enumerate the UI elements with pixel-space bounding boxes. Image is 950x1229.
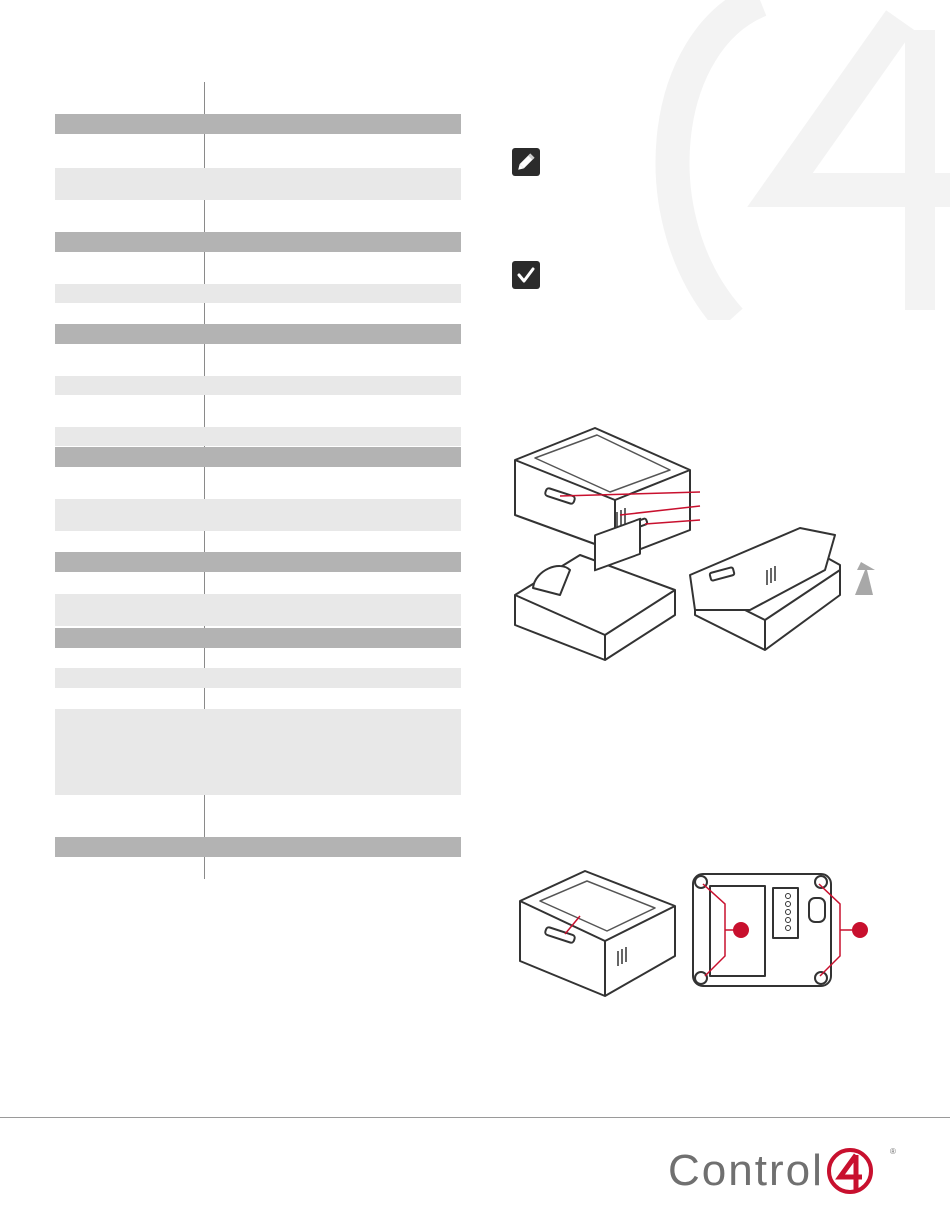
cover-removal-illustration bbox=[505, 420, 885, 670]
marker-b bbox=[852, 922, 868, 938]
brand-logo bbox=[668, 1143, 896, 1199]
table-row bbox=[55, 427, 461, 446]
table-row bbox=[55, 594, 461, 626]
table-section-header bbox=[55, 232, 461, 252]
footer-divider bbox=[0, 1117, 950, 1118]
registered-mark: ® bbox=[890, 1147, 896, 1156]
pencil-note-icon bbox=[512, 148, 540, 176]
table-section-header bbox=[55, 324, 461, 344]
table-section-header bbox=[55, 837, 461, 857]
table-row bbox=[55, 284, 461, 303]
table-row bbox=[55, 499, 461, 531]
table-section-header bbox=[55, 552, 461, 572]
spec-table bbox=[0, 0, 470, 890]
table-row bbox=[55, 376, 461, 395]
marker-a bbox=[733, 922, 749, 938]
table-section-header bbox=[55, 114, 461, 134]
table-section-header bbox=[55, 447, 461, 467]
table-section-header bbox=[55, 628, 461, 648]
checkmark-tip-icon bbox=[512, 261, 540, 289]
table-row bbox=[55, 668, 461, 688]
table-row bbox=[55, 709, 461, 795]
table-row bbox=[55, 168, 461, 200]
logo-four-mark-icon bbox=[826, 1147, 874, 1195]
logo-wordmark: Control bbox=[668, 1146, 824, 1195]
mounting-holes-illustration bbox=[515, 866, 875, 1001]
